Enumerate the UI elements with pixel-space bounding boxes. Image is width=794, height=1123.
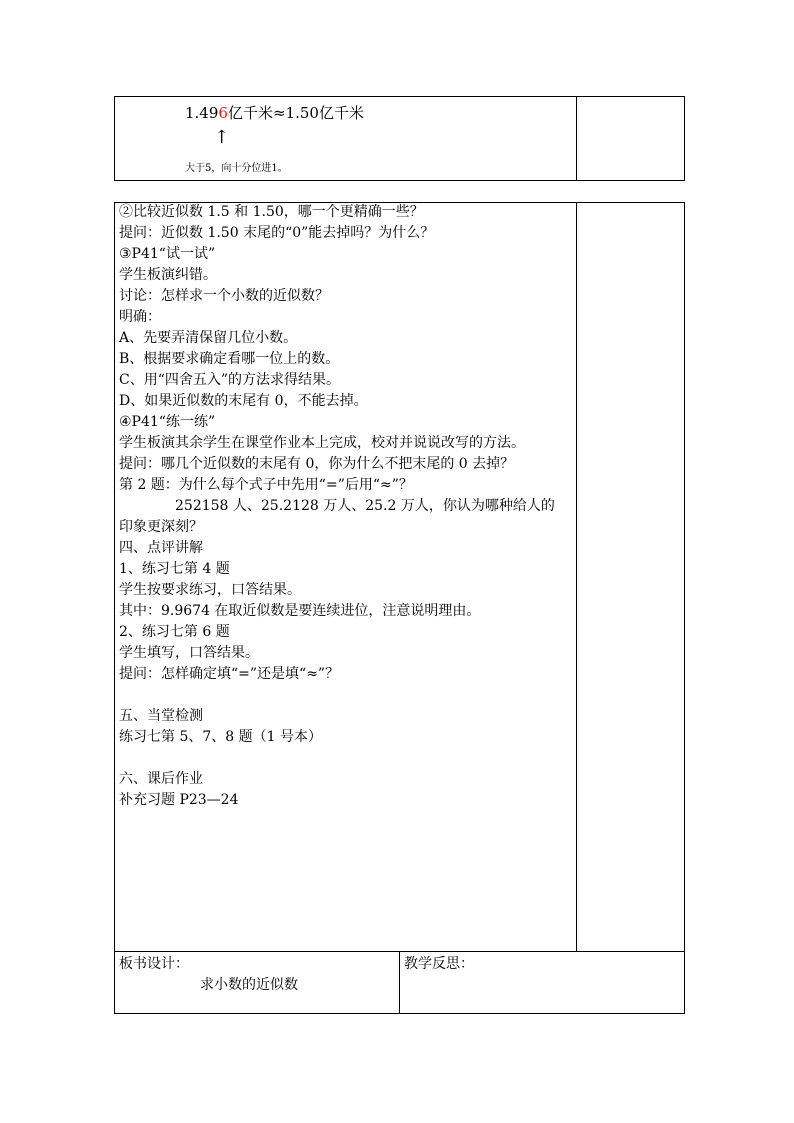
content-line-14: 第 2 题：为什么每个式子中先用“=”后用“≈”？	[119, 477, 413, 493]
content-line-24: 五、当堂检测	[119, 708, 203, 724]
content-line-22: 学生填写，口答结果。	[119, 645, 259, 661]
content-line-19: 学生按要求练习，口答结果。	[119, 582, 301, 598]
main-table-right-column-divider	[576, 202, 577, 951]
formula-part-a: 1.49	[185, 104, 219, 122]
content-line-16: 印象更深刻？	[119, 519, 203, 535]
content-line-26: 六、课后作业	[119, 771, 203, 787]
rounding-note: 大于5，向十分位进1。	[185, 163, 288, 174]
content-line-7: A、先要弄清保留几位小数。	[119, 330, 298, 346]
content-line-6: 明确：	[119, 309, 161, 325]
content-line-23: 提问：怎样确定填“=”还是填“≈”？	[119, 666, 340, 682]
top-table-divider	[576, 96, 577, 181]
content-line-11: ④P41“练一练”	[119, 414, 216, 430]
content-line-20: 其中：9.9674 在取近似数是要连续进位，注意说明理由。	[119, 603, 481, 619]
teaching-reflection-label: 教学反思：	[404, 956, 474, 972]
content-line-17: 四、点评讲解	[119, 540, 203, 556]
content-line-12: 学生板演其余学生在课堂作业本上完成，校对并说说改写的方法。	[119, 435, 525, 451]
content-line-9: C、用“四舍五入”的方法求得结果。	[119, 372, 341, 388]
content-line-27: 补充习题 P23—24	[119, 792, 239, 808]
content-line-4: 学生板演纠错。	[119, 267, 217, 283]
content-line-2: 提问：近似数 1.50 末尾的“0”能去掉吗？为什么？	[119, 225, 435, 241]
content-line-1: ②比较近似数 1.5 和 1.50，哪一个更精确一些？	[119, 204, 424, 220]
formula-highlight-digit: 6	[218, 104, 228, 122]
up-arrow-icon: ↑	[214, 127, 230, 148]
formula-part-c: 1.50亿千米	[285, 104, 364, 122]
content-line-25: 练习七第 5、7、8 题（1 号本）	[119, 729, 322, 745]
content-line-13: 提问：哪几个近似数的末尾有 0，你为什么不把末尾的 0 去掉？	[119, 456, 515, 472]
content-line-5: 讨论：怎样求一个小数的近似数？	[119, 288, 329, 304]
formula-part-b: 亿千米	[227, 104, 273, 122]
content-line-3: ③P41“试一试”	[119, 246, 216, 262]
board-title: 求小数的近似数	[200, 977, 298, 993]
formula-line	[185, 103, 364, 124]
content-line-15: 252158 人、25.2128 万人、25.2 万人，你认为哪种给人的	[175, 498, 555, 514]
content-line-18: 1、练习七第 4 题	[119, 561, 230, 577]
content-line-10: D、如果近似数的末尾有 0，不能去掉。	[119, 393, 368, 409]
board-design-label: 板书设计：	[119, 956, 189, 972]
main-table-bottom-split	[399, 951, 400, 1014]
formula-approx-symbol: ≈	[272, 104, 286, 122]
content-line-21: 2、练习七第 6 题	[119, 624, 230, 640]
content-line-8: B、根据要求确定看哪一位上的数。	[119, 351, 340, 367]
